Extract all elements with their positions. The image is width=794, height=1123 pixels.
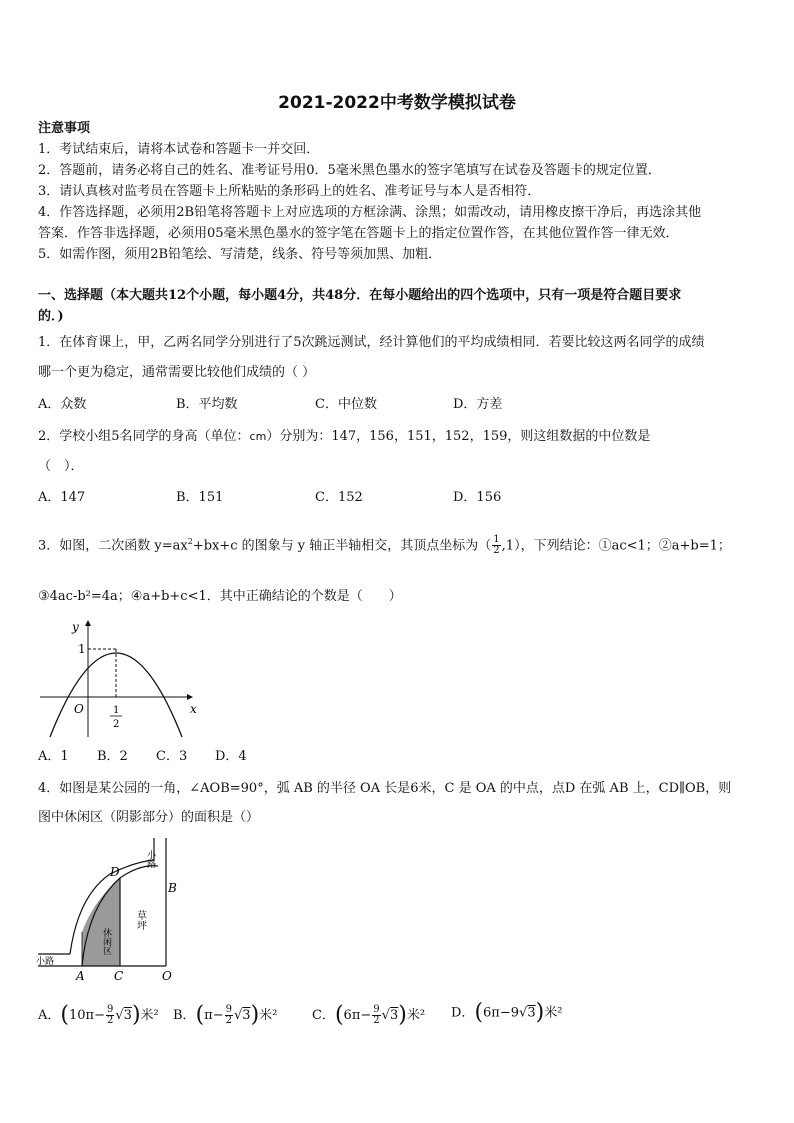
q4-option-b-num: 9 <box>225 1004 232 1015</box>
q4-option-b-sqrt: 3 <box>242 1008 251 1023</box>
notice-item-4-cont: 答案．作答非选择题，必须用05毫米黑色墨水的签字笔在答题卡上的指定位置作答，在其他位置作答一律无效． <box>38 226 679 241</box>
q3-option-c: C．3 <box>156 749 188 764</box>
notice-item-3: 3．请认真核对监考员在答题卡上所粘贴的条形码上的姓名、准考证号与本人是否相符． <box>38 184 541 199</box>
q4-option-b-unit: 米² <box>259 1008 278 1023</box>
q4-option-a-label: A． <box>38 1008 61 1023</box>
q4-option-c-num: 9 <box>373 1004 380 1015</box>
q1-option-b: B．平均数 <box>176 397 238 412</box>
q1-option-a: A．众数 <box>38 397 87 412</box>
q4-option-b-coef: π <box>204 1008 213 1023</box>
origin-label: O <box>74 702 84 716</box>
q2-option-d: D．156 <box>453 490 502 505</box>
x-tick-den: 2 <box>113 719 120 730</box>
q4-option-b-label: B． <box>173 1008 196 1023</box>
x-tick-num: 1 <box>113 705 120 716</box>
q4-option-d-sqrt: 3 <box>527 1005 536 1021</box>
q3-vertex-fraction <box>492 535 500 556</box>
q1-option-c: C．中位数 <box>315 397 377 412</box>
q4-option-d-coef: 6π <box>483 1005 500 1021</box>
notice-item-4: 4．作答选择题，必须用2B铅笔将答题卡上对应选项的方框涂满、涂黑；如需改动，请用橡皮擦干净后，再选涂其他 <box>38 205 702 220</box>
q4-option-d-unit: 米² <box>544 1005 563 1021</box>
q4-option-c: C．(6π− $\frac{9}{2}$ √3)米² <box>312 1002 426 1028</box>
q4-option-a-sqrt: 3 <box>123 1008 132 1023</box>
q2-text <box>38 429 650 445</box>
q3-vertex-den: 2 <box>493 545 500 557</box>
q4-option-d-label: D． <box>451 1005 475 1021</box>
q4-text-cont: 图中休闲区（阴影部分）的面积是（） <box>38 810 260 825</box>
q2-option-a: A．147 <box>38 490 86 505</box>
point-o: O <box>162 969 172 982</box>
point-b: B <box>168 881 177 895</box>
q4-option-a-coef: 10π <box>68 1008 95 1023</box>
notice-heading: 注意事项 <box>38 121 91 136</box>
q4-park-figure <box>36 836 186 982</box>
q2-option-c: C．152 <box>315 490 363 505</box>
q1-text: 1．在体育课上，甲，乙两名同学分别进行了5次跳远测试，经计算他们的平均成绩相同．若要比较这两名同学的成绩 <box>38 335 705 350</box>
q2-text-cont: （ ）． <box>38 459 84 474</box>
q3-text: 3．如图，二次函数 $y=ax^2+bx+c$ 的图象与 y 轴正半轴相交，其顶点坐标为（ $\frac{1}{2}$ ,1），下列结论：①ac<1；②a+b=1； <box>38 534 731 557</box>
section-heading: 一、选择题（本大题共12个小题，每小题4分，共48分．在每小题给出的四个选项中，只有一项是符合题目要求 <box>38 288 682 303</box>
q4-option-c-label: C． <box>312 1008 335 1023</box>
notice-item-5: 5．如需作图，须用2B铅笔绘、写清楚，线条、符号等须加黑、加粗． <box>38 247 442 262</box>
notice-item-1: 1．考试结束后，请将本试卷和答题卡一并交回． <box>38 142 320 157</box>
q3-text-b: +bx+c 的图象与 y 轴正半轴相交，其顶点坐标为（ <box>192 538 492 554</box>
q4-text: 4．如图是某公园的一角，∠AOB=90°，弧 AB 的半径 OA 长是6米，C 是 OA 的中点，点D 在弧 AB 上，CD∥OB，则 <box>38 781 732 796</box>
q4-option-c-minus: − <box>360 1008 372 1023</box>
q4-option-b-minus: − <box>212 1008 224 1023</box>
q2-text-b: ）分别为：147，156，151，152，159，则这组数据的中位数是 <box>266 429 651 444</box>
q4-option-d: D．(6π−9√3)米² <box>451 1000 563 1025</box>
q4-option-a-minus: − <box>94 1008 105 1023</box>
q4-option-a-num: 9 <box>106 1004 114 1015</box>
q4-option-a: A．(10π− $\frac{9}{2}$ √3)米² <box>38 1002 159 1028</box>
q2-text-a: 2．学校小组5名同学的身高（单位： <box>38 429 250 444</box>
point-c: C <box>114 969 124 982</box>
q3-option-d: D．4 <box>215 749 247 764</box>
q3-text-c: ,1），下列结论：①ac<1；②a+b=1； <box>501 538 731 554</box>
q4-option-c-coef: 6π <box>343 1008 361 1023</box>
q2-unit: cm <box>249 430 267 443</box>
q4-option-c-sqrt: 3 <box>389 1008 399 1023</box>
q4-option-b: B．(π− $\frac{9}{2}$ √3)米² <box>173 1002 278 1028</box>
y-tick-1: 1 <box>78 642 86 656</box>
road-top-label: 小路 <box>145 850 155 868</box>
q4-option-a-unit: 米² <box>140 1008 159 1023</box>
road-left-label: 小路 <box>36 957 55 967</box>
q2-option-b: B．151 <box>176 490 224 505</box>
q4-option-c-unit: 米² <box>406 1008 426 1023</box>
point-d: D <box>110 865 120 879</box>
q3-text-cont: ③4ac-b²=4a；④a+b+c<1．其中正确结论的个数是（ ） <box>38 589 402 604</box>
y-axis-label: y <box>72 620 79 634</box>
x-axis-label: x <box>190 702 197 716</box>
notice-item-2: 2．答题前，请务必将自己的姓名、准考证号用0．5毫米黑色墨水的签字笔填写在试卷及答题卡的规定位置． <box>38 163 661 178</box>
lawn-label: 草坪 <box>134 910 146 930</box>
section-heading-cont: 的．) <box>38 309 64 324</box>
q4-option-c-den: 2 <box>373 1015 380 1026</box>
q3-text-a: 3．如图，二次函数 y=ax <box>38 538 188 554</box>
q4-option-d-minus: −9 <box>499 1005 520 1021</box>
q3-vertex-num: 1 <box>493 534 500 546</box>
q3-option-b: B．2 <box>97 749 128 764</box>
q1-option-d: D．方差 <box>453 397 503 412</box>
q1-text-cont: 哪一个更为稳定，通常需要比较他们成绩的（ ） <box>38 365 316 380</box>
q4-option-b-den: 2 <box>225 1015 232 1026</box>
q4-option-a-den: 2 <box>106 1015 114 1026</box>
page-title: 2021-2022中考数学模拟试卷 <box>278 93 516 113</box>
q3-parabola-graph <box>36 615 206 740</box>
q3-option-a: A．1 <box>38 749 69 764</box>
rest-area-label: 休闲区 <box>101 928 111 955</box>
point-a: A <box>76 969 85 982</box>
